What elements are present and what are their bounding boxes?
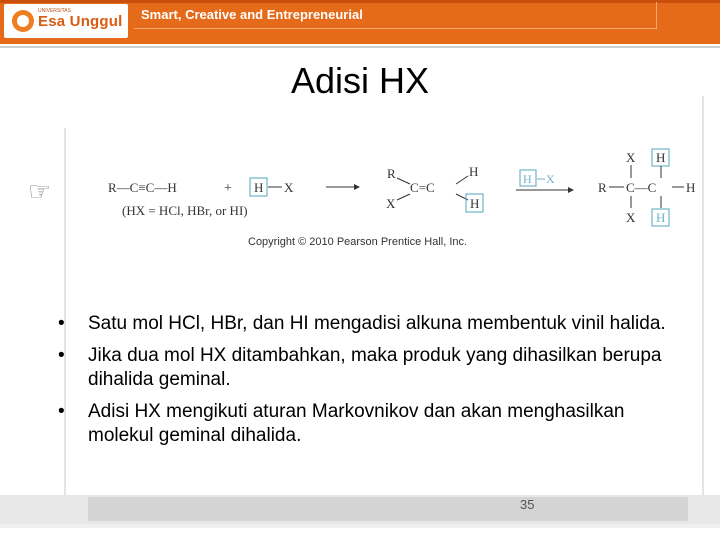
bullet-text: Jika dua mol HX ditambahkan, maka produk yang dihasilkan berupa dihalida geminal. <box>88 345 662 390</box>
vinyl-h-bottom: H <box>470 196 480 211</box>
header-bar <box>0 0 720 44</box>
vinyl-x: X <box>386 196 396 211</box>
footer-bar-inner <box>88 497 688 521</box>
product-x-bottom: X <box>626 210 636 225</box>
product-x-top: X <box>626 150 636 165</box>
vinyl-bond-h <box>456 176 468 184</box>
reaction-arrowhead-2 <box>568 187 574 193</box>
product-h-bottom: H <box>656 210 666 225</box>
vinyl-r: R <box>387 166 396 181</box>
bullet-item <box>58 400 678 448</box>
bullet-list <box>58 312 678 456</box>
reactant-formula: R—C≡C—H <box>108 180 177 195</box>
second-reagent-x: X <box>546 172 555 186</box>
logo-name: Esa Unggul <box>38 13 123 30</box>
product-h-top: H <box>656 150 666 165</box>
header-tagline: Smart, Creative and Entrepreneurial <box>141 7 363 22</box>
hx-note: (HX = HCl, HBr, or HI) <box>122 203 248 218</box>
bullet-dot: • <box>58 345 65 366</box>
slide-title: Adisi HX <box>290 60 430 101</box>
second-reagent-h: H <box>523 172 532 186</box>
product-r: R <box>598 180 607 195</box>
vinyl-bond-x <box>397 194 410 200</box>
page-number: 35 <box>520 497 535 512</box>
plus-sign: + <box>224 181 232 196</box>
bullet-text: Satu mol HCl, HBr, dan HI mengadisi alkuna membentuk vinil halida. <box>88 313 666 334</box>
bullet-text: Adisi HX mengikuti aturan Markovnikov dan akan menghasilkan molekul geminal dihalida. <box>88 401 625 446</box>
hand-pointer-icon: ☞ <box>28 176 52 206</box>
footer-strip <box>0 524 720 528</box>
vinyl-double-bond: C=C <box>410 180 435 195</box>
vinyl-h-top: H <box>469 164 479 179</box>
bullet-item <box>58 312 678 336</box>
figure-copyright: Copyright © 2010 Pearson Prentice Hall, Inc. <box>248 236 468 248</box>
esa-unggul-logo-icon <box>12 10 34 32</box>
university-logo <box>4 4 128 38</box>
vinyl-bond-r <box>397 178 410 184</box>
divider-line <box>0 46 720 48</box>
bullet-dot: • <box>58 313 65 334</box>
bullet-item <box>58 344 678 392</box>
product-h-right: H <box>686 180 696 195</box>
reagent-h: H <box>254 180 264 195</box>
reagent-x: X <box>284 180 294 195</box>
reaction-arrowhead-1 <box>354 184 360 190</box>
logo-small-text: UNIVERSITAS <box>38 8 71 14</box>
product-chain: C—C <box>626 180 657 195</box>
bullet-dot: • <box>58 401 65 422</box>
